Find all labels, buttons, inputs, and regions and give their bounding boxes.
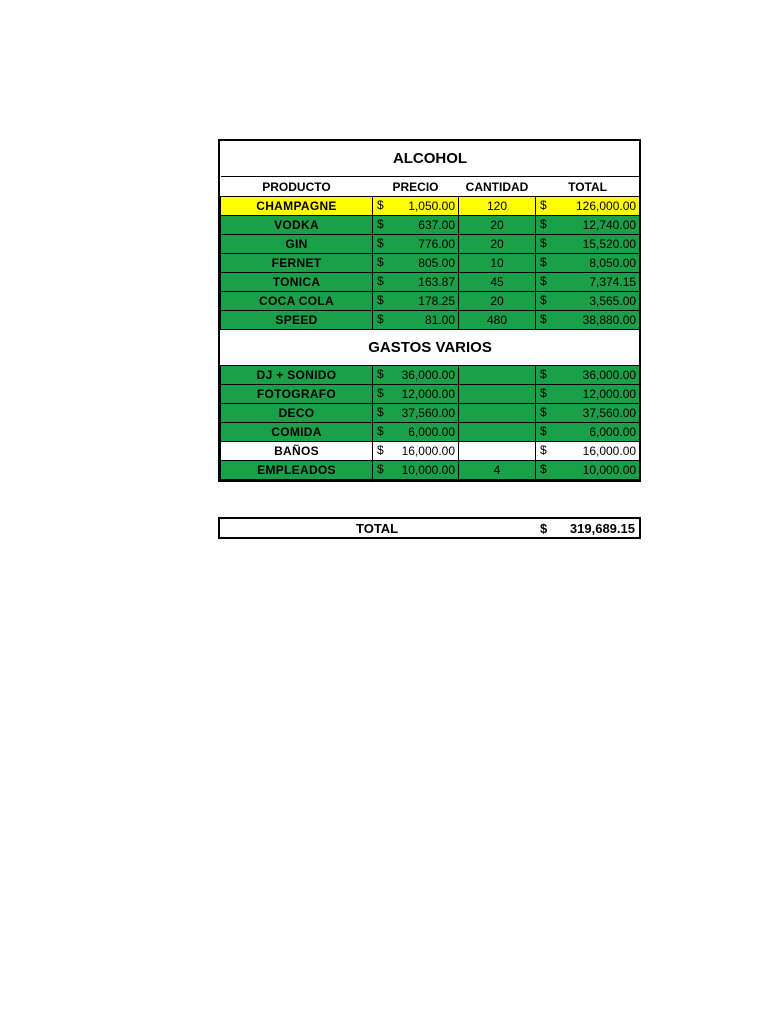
currency-symbol: $ — [377, 312, 384, 326]
product-name — [221, 404, 373, 423]
currency-symbol: $ — [377, 462, 384, 476]
quantity-cell-value: 120 — [486, 199, 508, 213]
table-row — [221, 216, 640, 235]
price-cell-value: 36,000.00 — [401, 368, 455, 382]
table-row — [221, 366, 640, 385]
product-name — [221, 216, 373, 235]
total-cell-value: 8,050.00 — [589, 256, 637, 270]
currency-symbol: $ — [377, 217, 384, 231]
total-cell-value: 10,000.00 — [582, 463, 637, 477]
quantity-cell — [459, 461, 536, 480]
quantity-cell — [459, 235, 536, 254]
price-cell-value: 12,000.00 — [401, 387, 455, 401]
gastos-title: GASTOS VARIOS — [221, 330, 640, 366]
product-name-value: VODKA — [274, 218, 319, 232]
currency-symbol: $ — [377, 443, 384, 457]
quantity-cell — [459, 366, 536, 385]
quantity-cell-value: 45 — [490, 275, 504, 289]
total-cell-value: 37,560.00 — [582, 406, 637, 420]
table-row — [221, 235, 640, 254]
total-cell-value: 12,000.00 — [582, 387, 637, 401]
total-cell-value: 36,000.00 — [582, 368, 637, 382]
product-name-value: GIN — [285, 237, 308, 251]
total-cell — [536, 442, 640, 461]
currency-symbol: $ — [540, 312, 547, 326]
currency-symbol: $ — [377, 386, 384, 400]
product-name — [221, 292, 373, 311]
alcohol-title: ALCOHOL — [221, 141, 640, 177]
currency-symbol: $ — [377, 274, 384, 288]
header-precio: PRECIO — [392, 179, 439, 194]
currency-symbol: $ — [540, 386, 547, 400]
total-cell-value: 126,000.00 — [575, 199, 637, 213]
currency-symbol: $ — [377, 424, 384, 438]
price-cell-value: 37,560.00 — [401, 406, 455, 420]
total-cell — [536, 461, 640, 480]
total-cell — [536, 273, 640, 292]
price-cell-value: 637.00 — [418, 218, 455, 232]
table-row — [221, 385, 640, 404]
budget-sheet — [218, 139, 641, 482]
quantity-cell — [459, 197, 536, 216]
price-cell — [373, 292, 459, 311]
product-name-value: EMPLEADOS — [257, 463, 336, 477]
currency-symbol: $ — [540, 293, 547, 307]
currency-symbol: $ — [377, 255, 384, 269]
price-cell-value: 805.00 — [418, 256, 455, 270]
table-row — [221, 404, 640, 423]
total-cell — [536, 311, 640, 330]
total-cell — [536, 254, 640, 273]
product-name-value: FERNET — [271, 256, 322, 270]
total-cell — [536, 235, 640, 254]
quantity-cell — [459, 404, 536, 423]
product-name-value: DJ + SONIDO — [256, 368, 337, 382]
quantity-cell — [459, 423, 536, 442]
quantity-cell-value: 20 — [490, 218, 504, 232]
header-row — [221, 177, 640, 197]
table-row — [221, 461, 640, 480]
quantity-cell — [459, 311, 536, 330]
price-cell — [373, 311, 459, 330]
product-name — [221, 442, 373, 461]
price-cell-value: 10,000.00 — [401, 463, 455, 477]
price-cell — [373, 404, 459, 423]
price-cell — [373, 385, 459, 404]
quantity-cell — [459, 385, 536, 404]
quantity-cell — [459, 254, 536, 273]
product-name — [221, 366, 373, 385]
quantity-cell — [459, 273, 536, 292]
product-name — [221, 235, 373, 254]
budget-table — [220, 141, 640, 480]
price-cell — [373, 235, 459, 254]
currency-symbol: $ — [540, 255, 547, 269]
currency-symbol: $ — [540, 217, 547, 231]
currency-symbol: $ — [540, 367, 547, 381]
total-cell-value: 38,880.00 — [582, 313, 637, 327]
grand-total-currency: $ — [540, 521, 548, 536]
product-name-value: TONICA — [272, 275, 321, 289]
header-cantidad: CANTIDAD — [465, 179, 529, 194]
price-cell-value: 6,000.00 — [408, 425, 455, 439]
quantity-cell-value: 4 — [493, 463, 501, 477]
price-cell — [373, 216, 459, 235]
header-producto: PRODUCTO — [262, 179, 331, 194]
product-name — [221, 461, 373, 480]
total-cell-value: 16,000.00 — [582, 444, 637, 458]
table-row — [221, 423, 640, 442]
price-cell — [373, 442, 459, 461]
price-cell — [373, 423, 459, 442]
table-row — [221, 197, 640, 216]
currency-symbol: $ — [377, 198, 384, 212]
currency-symbol: $ — [540, 424, 547, 438]
quantity-cell — [459, 442, 536, 461]
table-row — [221, 273, 640, 292]
price-cell-value: 776.00 — [418, 237, 455, 251]
price-cell-value: 1,050.00 — [408, 199, 455, 213]
quantity-cell — [459, 292, 536, 311]
currency-symbol: $ — [377, 236, 384, 250]
table-row — [221, 442, 640, 461]
total-cell — [536, 292, 640, 311]
total-cell-value: 3,565.00 — [589, 294, 637, 308]
total-cell — [536, 385, 640, 404]
price-cell — [373, 273, 459, 292]
product-name — [221, 254, 373, 273]
currency-symbol: $ — [377, 367, 384, 381]
gastos-title-row — [221, 330, 640, 366]
price-cell — [373, 461, 459, 480]
total-cell-value: 7,374.15 — [589, 275, 637, 289]
product-name — [221, 197, 373, 216]
currency-symbol: $ — [540, 236, 547, 250]
product-name — [221, 423, 373, 442]
product-name-value: BAÑOS — [274, 444, 319, 458]
price-cell-value: 16,000.00 — [401, 444, 455, 458]
price-cell-value: 81.00 — [424, 313, 455, 327]
table-row — [221, 292, 640, 311]
quantity-cell-value: 20 — [490, 294, 504, 308]
quantity-cell — [459, 216, 536, 235]
total-cell — [536, 404, 640, 423]
quantity-cell-value: 480 — [486, 313, 508, 327]
total-cell-value: 12,740.00 — [582, 218, 637, 232]
total-cell — [536, 216, 640, 235]
currency-symbol: $ — [540, 462, 547, 476]
product-name-value: DECO — [278, 406, 315, 420]
table-row — [221, 254, 640, 273]
product-name-value: COCA COLA — [259, 294, 334, 308]
table-row — [221, 311, 640, 330]
price-cell-value: 178.25 — [418, 294, 455, 308]
product-name-value: CHAMPAGNE — [256, 199, 337, 213]
grand-total-value: 319,689.15 — [569, 521, 635, 536]
total-cell-value: 6,000.00 — [589, 425, 637, 439]
product-name-value: FOTOGRAFO — [256, 387, 337, 401]
total-cell — [536, 366, 640, 385]
currency-symbol: $ — [377, 293, 384, 307]
product-name — [221, 311, 373, 330]
currency-symbol: $ — [377, 405, 384, 419]
total-cell — [536, 423, 640, 442]
product-name-value: COMIDA — [271, 425, 322, 439]
header-total: TOTAL — [568, 179, 607, 194]
currency-symbol: $ — [540, 198, 547, 212]
product-name-value: SPEED — [275, 313, 318, 327]
alcohol-title-row — [221, 141, 640, 177]
total-cell-value: 15,520.00 — [582, 237, 637, 251]
quantity-cell-value: 10 — [490, 256, 504, 270]
price-cell — [373, 366, 459, 385]
grand-total-box — [218, 517, 641, 539]
price-cell — [373, 197, 459, 216]
grand-total-label: TOTAL — [356, 521, 399, 536]
product-name — [221, 273, 373, 292]
currency-symbol: $ — [540, 405, 547, 419]
currency-symbol: $ — [540, 443, 547, 457]
price-cell — [373, 254, 459, 273]
product-name — [221, 385, 373, 404]
total-cell — [536, 197, 640, 216]
currency-symbol: $ — [540, 274, 547, 288]
quantity-cell-value: 20 — [490, 237, 504, 251]
price-cell-value: 163.87 — [418, 275, 455, 289]
